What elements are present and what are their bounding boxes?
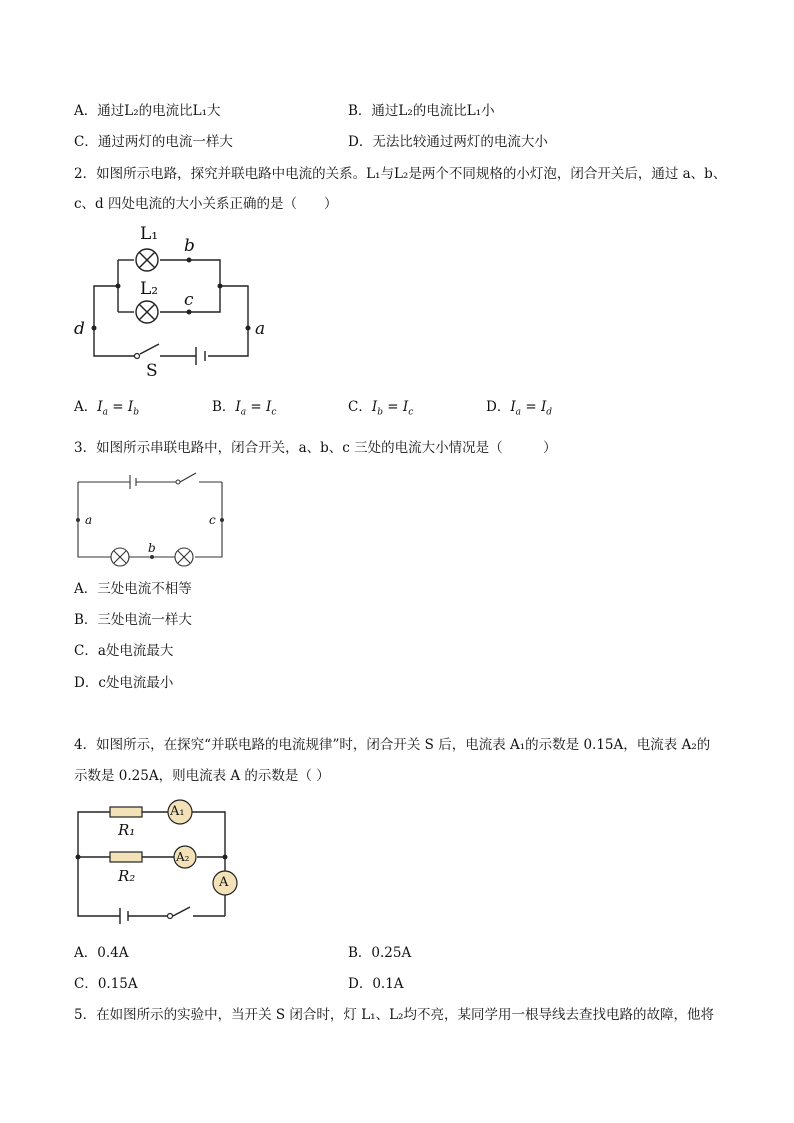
q1-option-c: C．通过两灯的电流一样大 (74, 134, 233, 150)
q2-option-c: C．$I_b = I_c$ (348, 399, 414, 418)
q2-stem-line2: c、d 四处电流的大小关系正确的是（ ） (74, 196, 338, 212)
q2-stem-line1: 2．如图所示电路，探究并联电路中电流的关系。L₁与L₂是两个不同规格的小灯泡，闭合开关后，通过 a、b、 (74, 166, 727, 182)
q2-option-d: D．$I_a = I_d$ (486, 399, 553, 418)
q3-option-b: B．三处电流一样大 (74, 612, 192, 628)
q4-option-b: B．0.25A (348, 945, 412, 961)
q4-ammeter-a2-label: A₂ (176, 850, 190, 864)
q2-label-b: b (184, 236, 195, 256)
q4-ammeter-a1-label: A₁ (170, 804, 185, 819)
q1-option-a: A．通过L₂的电流比L₁大 (74, 103, 221, 119)
q2-label-l1: L₁ (140, 224, 159, 244)
q3-option-d: D．c处电流最小 (74, 675, 174, 691)
q2-label-switch-s: S (146, 361, 158, 381)
q1-option-b: B．通过L₂的电流比L₁小 (348, 103, 495, 119)
q4-option-c: C．0.15A (74, 976, 138, 992)
q4-option-d: D．0.1A (348, 976, 404, 992)
q5-stem-line1: 5．在如图所示的实验中，当开关 S 闭合时，灯 L₁、L₂均不亮，某同学用一根导线去查找电路的故障，他将 (74, 1007, 714, 1023)
q2-option-a: A．$I_a = I_b$ (74, 399, 139, 418)
q3-stem: 3．如图所示串联电路中，闭合开关，a、b、c 三处的电流大小情况是（ ） (74, 440, 557, 456)
q3-option-a: A．三处电流不相等 (74, 581, 192, 597)
q2-option-b: B．$I_a = I_c$ (212, 399, 277, 418)
q1-option-d: D．无法比较通过两灯的电流大小 (348, 134, 548, 150)
q3-label-a: a (85, 513, 93, 527)
q2-label-c: c (184, 290, 194, 310)
q4-resistor-r1-label: R₁ (118, 821, 136, 839)
q4-option-a: A．0.4A (74, 945, 129, 961)
q4-resistor-r2-label: R₂ (118, 867, 136, 885)
q3-option-c: C．a处电流最大 (74, 643, 174, 659)
q3-label-b: b (148, 541, 156, 555)
q4-stem-line2: 示数是 0.25A，则电流表 A 的示数是（ ） (74, 768, 330, 784)
q2-label-l2: L₂ (140, 279, 159, 299)
q4-stem-line1: 4．如图所示，在探究“并联电路的电流规律”时，闭合开关 S 后，电流表 A₁的示数是 0.15A，电流表 A₂的 (74, 737, 711, 753)
q3-label-c: c (209, 513, 216, 527)
q2-label-d: d (74, 319, 85, 339)
q2-label-a: a (255, 319, 266, 339)
q4-ammeter-a-label: A (219, 875, 229, 890)
